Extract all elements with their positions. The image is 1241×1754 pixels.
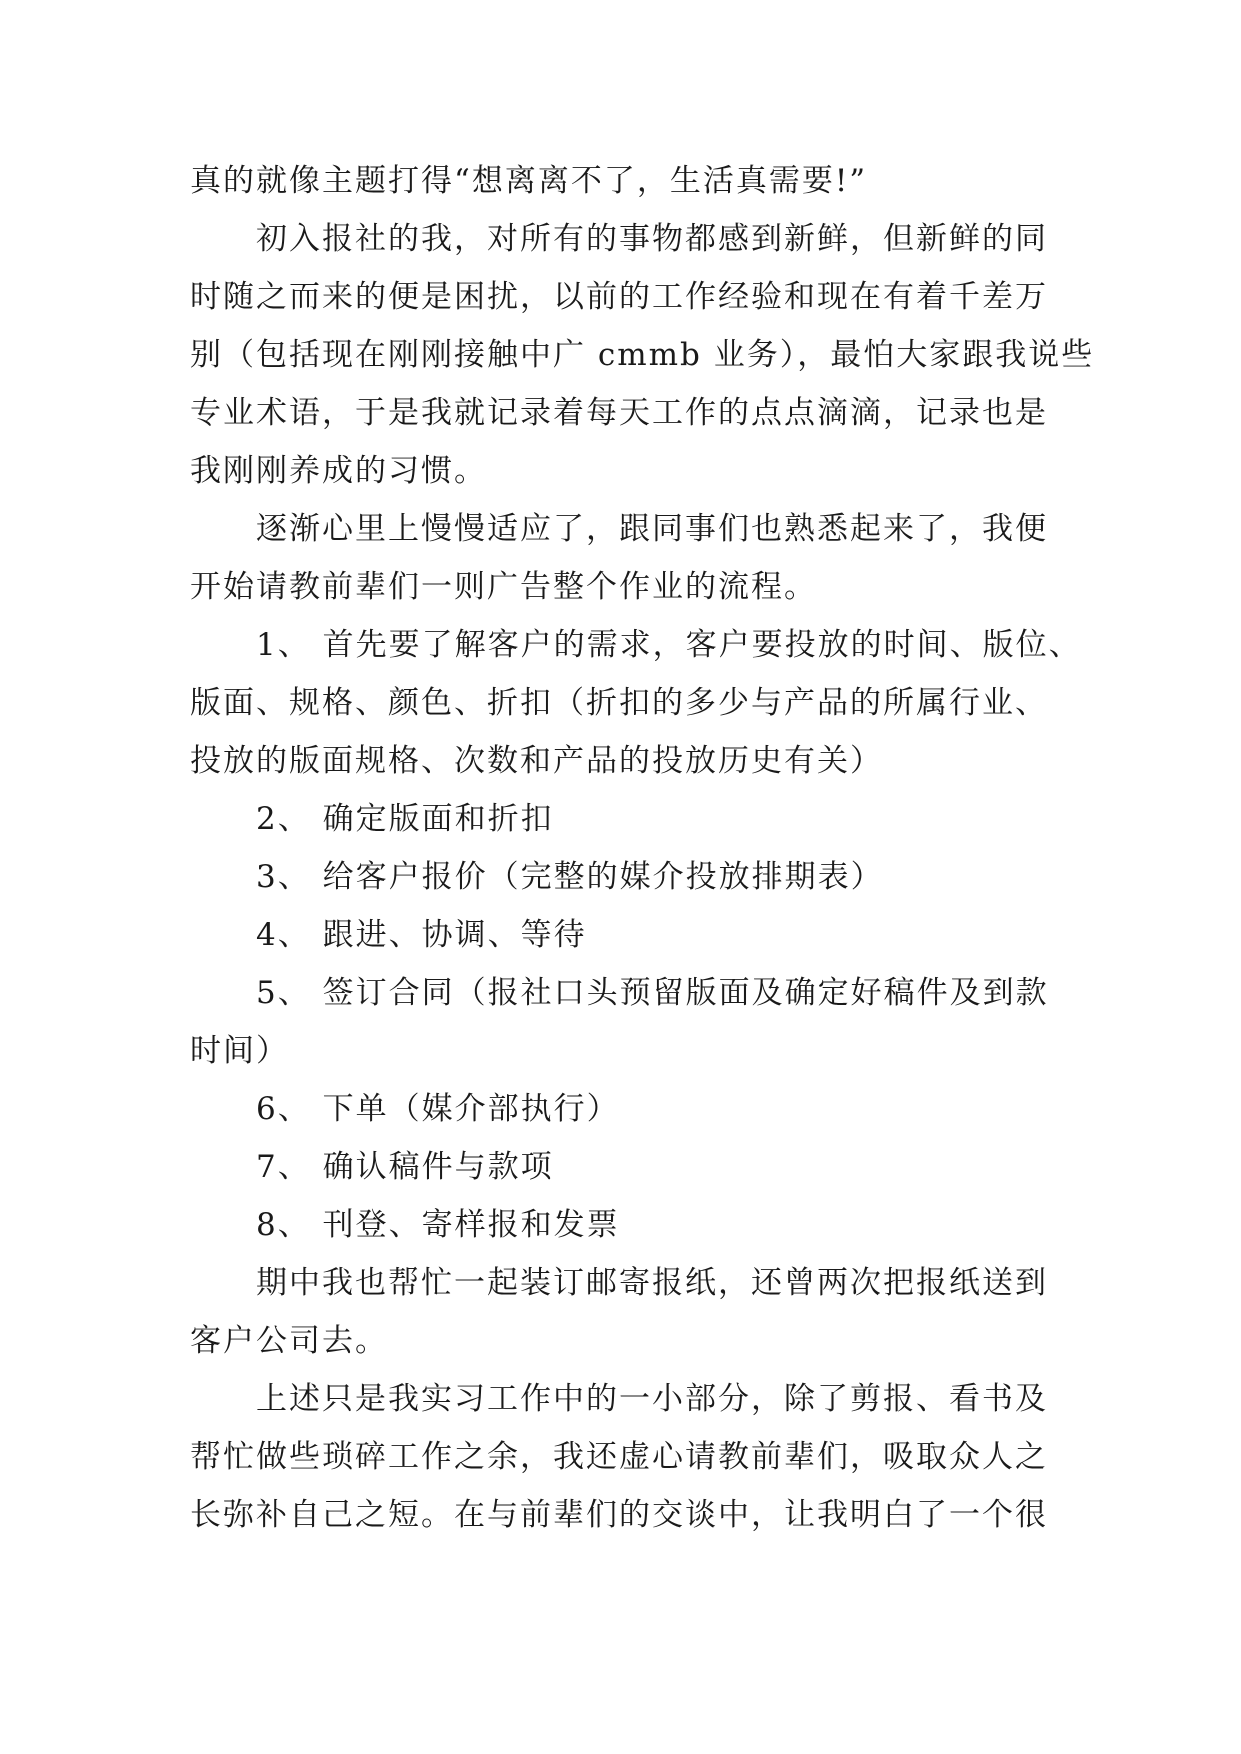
text-line: 我刚刚养成的习惯。 (190, 453, 487, 489)
text-line: 投放的版面规格、次数和产品的投放历史有关） (190, 743, 883, 779)
text-line: 8、 刊登、寄样报和发票 (256, 1207, 620, 1243)
text-line: 版面、规格、颜色、折扣（折扣的多少与产品的所属行业、 (190, 685, 1048, 721)
text-line: 时间） (190, 1033, 289, 1069)
text-line: 6、 下单（媒介部执行） (256, 1091, 620, 1127)
text-line: 长弥补自己之短。在与前辈们的交谈中，让我明白了一个很 (190, 1497, 1048, 1533)
text-line: 帮忙做些琐碎工作之余，我还虚心请教前辈们，吸取众人之 (190, 1439, 1048, 1475)
text-line: 7、 确认稿件与款项 (256, 1149, 554, 1185)
text-line: 别（包括现在刚刚接触中广 cmmb 业务），最怕大家跟我说些 (190, 337, 1095, 373)
text-line: 上述只是我实习工作中的一小部分，除了剪报、看书及 (256, 1381, 1048, 1417)
text-line: 期中我也帮忙一起装订邮寄报纸，还曾两次把报纸送到 (256, 1265, 1048, 1301)
text-line: 客户公司去。 (190, 1323, 388, 1359)
document-body (190, 152, 1095, 1544)
text-line: 3、 给客户报价（完整的媒介投放排期表） (256, 859, 884, 895)
text-line: 时随之而来的便是困扰，以前的工作经验和现在有着千差万 (190, 279, 1048, 315)
text-line: 开始请教前辈们一则广告整个作业的流程。 (190, 569, 817, 605)
text-line: 逐渐心里上慢慢适应了，跟同事们也熟悉起来了，我便 (256, 511, 1048, 547)
text-line: 5、 签订合同（报社口头预留版面及确定好稿件及到款 (256, 975, 1049, 1011)
text-line: 2、 确定版面和折扣 (256, 801, 554, 837)
text-line: 专业术语，于是我就记录着每天工作的点点滴滴，记录也是 (190, 395, 1048, 431)
text-line: 初入报社的我，对所有的事物都感到新鲜，但新鲜的同 (256, 221, 1048, 257)
text-line: 1、 首先要了解客户的需求，客户要投放的时间、版位、 (256, 627, 1082, 663)
text-line: 4、 跟进、协调、等待 (256, 917, 587, 953)
text-line: 真的就像主题打得“想离离不了，生活真需要!” (190, 163, 868, 199)
